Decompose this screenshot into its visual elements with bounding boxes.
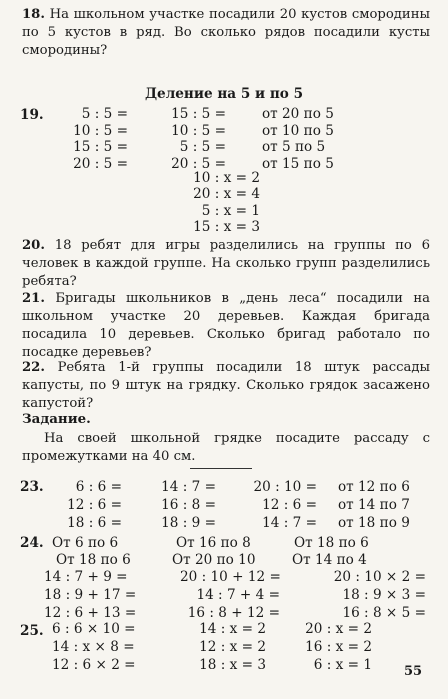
equation: 16 : x = 2 bbox=[305, 639, 372, 655]
expression: 10 : 5 = bbox=[73, 122, 128, 139]
expression: 18 : 6 = bbox=[67, 515, 122, 531]
expression: 6 : 6 × 10 = bbox=[52, 621, 136, 637]
expression: 14 : 7 = bbox=[262, 515, 317, 531]
equation: 20 : x = 2 bbox=[305, 621, 372, 637]
expression: 20 : 5 = bbox=[73, 155, 128, 172]
expression: от 10 по 5 bbox=[262, 122, 334, 139]
ex19-column-2 bbox=[160, 106, 226, 172]
expression: от 14 по 7 bbox=[338, 497, 410, 513]
expression: 18 : 9 × 3 = bbox=[342, 587, 426, 603]
expression: 18 : 9 = bbox=[161, 515, 216, 531]
problem-text: На школьном участке посадили 20 кустов смородины по 5 кустов в ряд. Во сколько рядов посадили кусты смородины? bbox=[22, 7, 430, 58]
problem-21 bbox=[22, 290, 430, 362]
ex24-row-2-c: От 14 по 4 bbox=[292, 552, 367, 568]
ex24-row-1-a: От 6 по 6 bbox=[52, 535, 119, 551]
expression: 16 : 8 + 12 = bbox=[187, 605, 280, 621]
ex25-column-2 bbox=[186, 620, 266, 674]
expression: 16 : 8 = bbox=[161, 497, 216, 513]
expression: 12 : 6 + 13 = bbox=[44, 605, 137, 621]
expression: 12 : 6 = bbox=[67, 497, 122, 513]
expression: 20 : 10 × 2 = bbox=[333, 569, 426, 585]
expression: 12 : 6 = bbox=[262, 497, 317, 513]
problem-number: 21. bbox=[22, 291, 45, 306]
section-heading: Деление на 5 и по 5 bbox=[144, 86, 304, 102]
expression: от 12 по 6 bbox=[338, 479, 410, 495]
equation: 14 : x = 2 bbox=[199, 621, 266, 637]
exercise-number: 24. bbox=[20, 535, 44, 551]
expression: от 5 по 5 bbox=[262, 139, 326, 155]
ex24-column-2 bbox=[180, 568, 280, 622]
problem-number: 18. bbox=[22, 7, 45, 22]
expression: 20 : 10 = bbox=[253, 479, 317, 495]
exercise-number: 19. bbox=[20, 107, 44, 123]
equation: 15 : x = 3 bbox=[193, 218, 260, 235]
ex24-column-1 bbox=[44, 568, 136, 622]
ex24-row-2-a: От 18 по 6 bbox=[56, 552, 131, 568]
ex23-column-3 bbox=[243, 478, 317, 532]
problem-text: Бригады школьников в „день леса“ посадили на школьном участке 20 деревьев. Каждая бригада посадила 10 деревьев. Сколько бригад работало по посадке деревьев? bbox=[22, 291, 430, 360]
ex24-column-3 bbox=[318, 568, 426, 622]
expression: 10 : 5 = bbox=[171, 122, 226, 139]
equation: 12 : x = 2 bbox=[199, 639, 266, 655]
expression: от 18 по 9 bbox=[338, 515, 410, 531]
problem-20 bbox=[22, 237, 430, 291]
task-title: Задание. bbox=[22, 411, 91, 427]
ex24-row-1-b: От 16 по 8 bbox=[176, 535, 251, 551]
problem-22 bbox=[22, 359, 430, 413]
expression: 20 : 5 = bbox=[171, 155, 226, 172]
expression: 16 : 8 × 5 = bbox=[342, 605, 426, 621]
exercise-number: 25. bbox=[20, 623, 44, 639]
expression: 14 : x × 8 = bbox=[52, 639, 135, 655]
problem-18 bbox=[22, 6, 430, 60]
problem-number: 20. bbox=[22, 238, 45, 253]
problem-text: Ребята 1-й группы посадили 18 штук рассады капусты, по 9 штук на грядку. Сколько грядок засажено капустой? bbox=[22, 360, 430, 411]
expression: 15 : 5 = bbox=[73, 139, 128, 155]
problem-number: 22. bbox=[22, 360, 45, 375]
expression: 20 : 10 + 12 = bbox=[180, 569, 281, 585]
equation: 5 : x = 1 bbox=[201, 202, 260, 219]
ex25-column-1 bbox=[52, 620, 136, 674]
expression: 5 : 5 = bbox=[81, 106, 128, 122]
problem-text: 18 ребят для игры разделились на группы по 6 человек в каждой группе. На сколько групп разделились ребята? bbox=[22, 238, 430, 289]
expression: 14 : 7 + 4 = bbox=[196, 587, 280, 603]
ex19-column-1 bbox=[64, 106, 128, 172]
page-number: 55 bbox=[404, 664, 423, 679]
divider bbox=[190, 468, 252, 469]
expression: 14 : 7 + 9 = bbox=[44, 569, 128, 585]
expression: 5 : 5 = bbox=[179, 139, 226, 155]
ex23-column-2 bbox=[150, 478, 216, 532]
ex23-column-4 bbox=[338, 478, 410, 532]
exercise-number: 23. bbox=[20, 479, 44, 495]
equation: 20 : x = 4 bbox=[193, 186, 260, 203]
ex19-column-3 bbox=[262, 106, 334, 172]
ex25-column-3 bbox=[296, 620, 372, 674]
expression: 12 : 6 × 2 = bbox=[52, 657, 136, 673]
equation: 10 : x = 2 bbox=[193, 170, 260, 186]
ex24-row-2-b: От 20 по 10 bbox=[172, 552, 256, 568]
expression: 18 : 9 + 17 = bbox=[44, 587, 137, 603]
expression: 6 : 6 = bbox=[75, 479, 122, 495]
expression: от 20 по 5 bbox=[262, 106, 334, 122]
equation: 6 : x = 1 bbox=[313, 657, 372, 673]
expression: 14 : 7 = bbox=[161, 479, 216, 495]
expression: от 15 по 5 bbox=[262, 155, 334, 172]
equation: 18 : x = 3 bbox=[199, 657, 266, 673]
ex19-equations bbox=[170, 170, 260, 235]
task-text: На своей школьной грядке посадите рассаду с промежутками на 40 см. bbox=[22, 431, 430, 464]
ex24-row-1-c: От 18 по 6 bbox=[294, 535, 369, 551]
expression: 15 : 5 = bbox=[171, 106, 226, 122]
ex23-column-1 bbox=[56, 478, 122, 532]
